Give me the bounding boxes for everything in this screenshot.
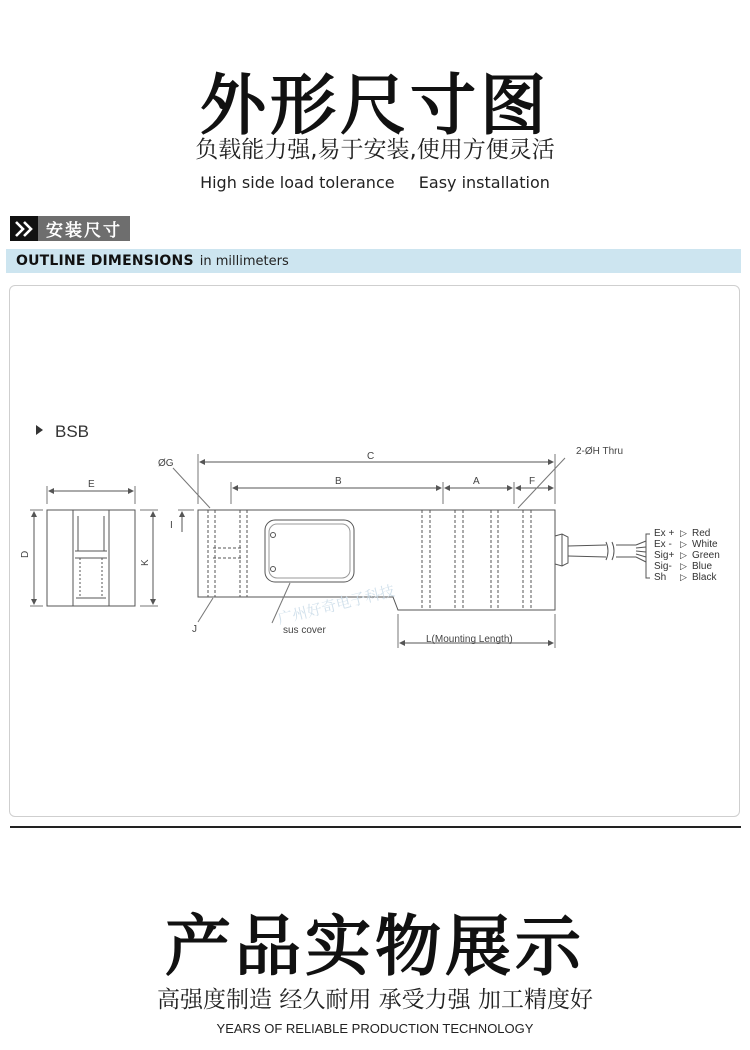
wire-color: Red bbox=[692, 528, 711, 539]
product-tagline: YEARS OF RELIABLE PRODUCTION TECHNOLOGY bbox=[216, 1021, 534, 1036]
feature-easy-install: Easy installation bbox=[418, 173, 550, 192]
model-label: BSB bbox=[55, 422, 90, 441]
wire-row bbox=[654, 528, 710, 539]
triangle-icon: ▷ bbox=[680, 528, 687, 538]
wire-color: Blue bbox=[692, 561, 713, 572]
subtitle-cn: 负载能力强,易于安装,使用方便灵活 bbox=[195, 137, 555, 163]
wire-row bbox=[654, 539, 718, 550]
dim-i-label: I bbox=[170, 520, 173, 531]
dim-d-label: D bbox=[20, 550, 31, 558]
subtitle-en bbox=[0, 173, 750, 192]
dim-g-label: ØG bbox=[158, 458, 174, 469]
wire-signal: Ex - bbox=[654, 539, 672, 550]
triangle-icon: ▷ bbox=[680, 539, 687, 549]
dim-e-label: E bbox=[88, 479, 95, 490]
cover-label: sus cover bbox=[283, 625, 326, 636]
dimensions-title: OUTLINE DIMENSIONS bbox=[16, 253, 194, 269]
front-view bbox=[173, 454, 650, 648]
dim-k-label: K bbox=[140, 559, 151, 566]
dim-c-label: C bbox=[367, 451, 375, 462]
dim-b-label: B bbox=[335, 476, 342, 487]
wire-row bbox=[654, 561, 712, 572]
dim-f-label: F bbox=[529, 476, 536, 487]
page-title: 外形尺寸图 bbox=[200, 67, 550, 144]
drawing-panel bbox=[9, 285, 740, 817]
wire-color: Green bbox=[692, 550, 720, 561]
watermark: 广州好奇电子科技 bbox=[276, 582, 397, 629]
wire-signal: Ex + bbox=[654, 528, 675, 539]
dim-j-label: J bbox=[192, 624, 197, 635]
wire-legend bbox=[654, 528, 720, 583]
dim-holes-label: 2-ØH Thru bbox=[576, 446, 624, 457]
mounting-length-label: L(Mounting Length) bbox=[426, 634, 513, 645]
triangle-icon: ▷ bbox=[680, 572, 687, 582]
wire-signal: Sh bbox=[654, 572, 667, 583]
dimensions-header-bar bbox=[6, 249, 741, 273]
feature-side-load: High side load tolerance bbox=[200, 173, 395, 192]
product-title: 产品实物展示 bbox=[165, 908, 585, 985]
wire-signal: Sig+ bbox=[654, 550, 675, 561]
double-chevron-icon bbox=[10, 216, 38, 241]
section-tag-label: 安装尺寸 bbox=[38, 216, 130, 241]
dimensions-unit: in millimeters bbox=[199, 253, 289, 269]
wire-color: White bbox=[692, 539, 718, 550]
bullet-triangle-icon bbox=[36, 425, 43, 435]
product-subtitle: 高强度制造 经久耐用 承受力强 加工精度好 bbox=[157, 987, 593, 1013]
section-tag bbox=[10, 216, 130, 241]
triangle-icon: ▷ bbox=[680, 561, 687, 571]
wire-color: Black bbox=[692, 572, 717, 583]
wire-row bbox=[654, 550, 720, 561]
triangle-icon: ▷ bbox=[680, 550, 687, 560]
section-divider bbox=[10, 826, 741, 828]
side-view bbox=[30, 486, 158, 606]
wire-row bbox=[654, 572, 717, 583]
outline-drawing bbox=[10, 286, 739, 816]
wire-signal: Sig- bbox=[654, 561, 672, 572]
dim-a-label: A bbox=[473, 476, 480, 487]
